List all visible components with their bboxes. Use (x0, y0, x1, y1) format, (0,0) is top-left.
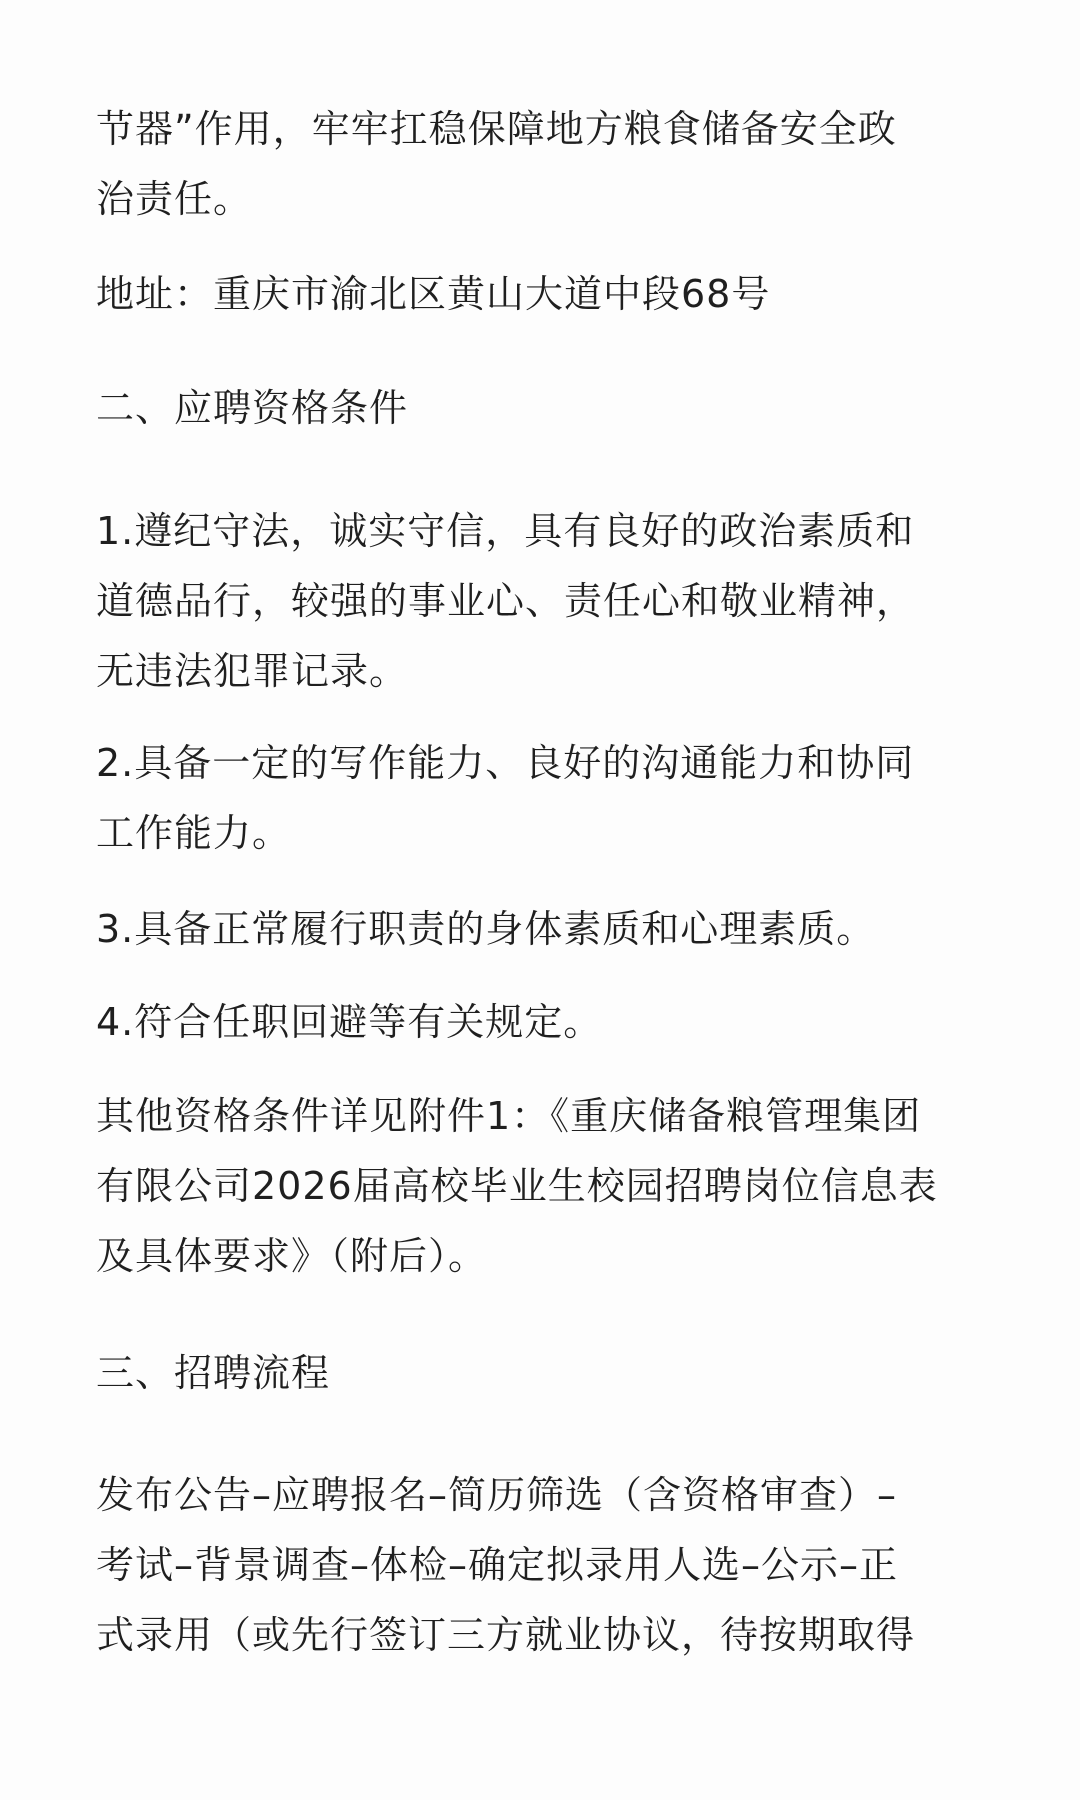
text-line: 式录用（或先行签订三方就业协议，待按期取得 (96, 1613, 916, 1657)
address-text: 地址：重庆市渝北区黄山大道中段68号 (96, 272, 771, 316)
text-line: 节器”作用，牢牢扛稳保障地方粮食储备安全政 (96, 107, 897, 151)
qualification-item-1 (96, 496, 996, 706)
qualification-item-4 (96, 987, 996, 1057)
section-heading-process (96, 1338, 996, 1408)
text-line: 其他资格条件详见附件1：《重庆储备粮管理集团 (96, 1094, 922, 1138)
text-line: 治责任。 (96, 177, 253, 221)
text-line: 3.具备正常履行职责的身体素质和心理素质。 (96, 907, 876, 951)
section-heading: 二、应聘资格条件 (96, 386, 409, 430)
text-line: 4.符合任职回避等有关规定。 (96, 1000, 603, 1044)
qualification-item-2 (96, 728, 996, 868)
section-heading-qualifications (96, 373, 996, 443)
section-heading: 三、招聘流程 (96, 1351, 331, 1395)
text-line: 无违法犯罪记录。 (96, 649, 409, 693)
text-line: 及具体要求》（附后）。 (96, 1234, 488, 1278)
qualification-item-3 (96, 894, 996, 964)
text-line: 道德品行，较强的事业心、责任心和敬业精神， (96, 579, 916, 623)
text-line: 1.遵纪守法，诚实守信，具有良好的政治素质和 (96, 509, 915, 553)
intro-paragraph (96, 94, 996, 234)
text-line: 2.具备一定的写作能力、良好的沟通能力和协同 (96, 741, 915, 785)
address-paragraph (96, 259, 996, 329)
process-paragraph (96, 1460, 996, 1670)
other-qualifications-paragraph (96, 1081, 996, 1291)
text-line: 考试–背景调查–体检–确定拟录用人选–公示–正 (96, 1543, 899, 1587)
text-line: 有限公司2026届高校毕业生校园招聘岗位信息表 (96, 1164, 938, 1208)
text-line: 工作能力。 (96, 811, 292, 855)
text-line: 发布公告–应聘报名–简历筛选（含资格审查）– (96, 1473, 898, 1517)
